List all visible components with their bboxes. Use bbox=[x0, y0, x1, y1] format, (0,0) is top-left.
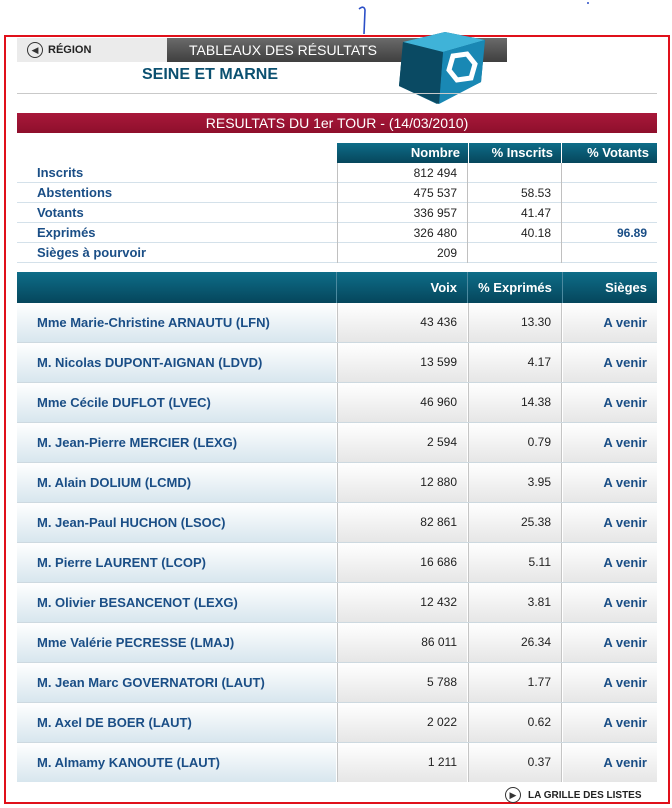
candidate-pct-exprimes: 0.37 bbox=[468, 743, 562, 782]
candidate-sieges: A venir bbox=[563, 663, 657, 702]
candidate-voix: 1 211 bbox=[337, 743, 467, 782]
header-sieges: Sièges bbox=[605, 280, 647, 295]
candidate-voix: 2 022 bbox=[337, 703, 467, 742]
candidate-pct-exprimes: 3.95 bbox=[468, 463, 562, 502]
summary-label: Abstentions bbox=[37, 185, 113, 200]
candidate-voix: 12 880 bbox=[337, 463, 467, 502]
candidate-voix: 86 011 bbox=[337, 623, 467, 662]
summary-label: Sièges à pourvoir bbox=[37, 245, 147, 260]
header-voix: Voix bbox=[430, 280, 457, 295]
candidate-name[interactable]: M. Olivier BESANCENOT (LEXG) bbox=[17, 583, 336, 622]
back-arrow-icon: ◀ bbox=[27, 42, 43, 58]
summary-pct-inscrits: 58.53 bbox=[468, 183, 562, 203]
summary-label: Votants bbox=[37, 205, 84, 220]
candidate-row bbox=[17, 743, 657, 783]
candidate-name[interactable]: M. Alain DOLIUM (LCMD) bbox=[17, 463, 336, 502]
candidate-row bbox=[17, 583, 657, 623]
summary-nombre: 475 537 bbox=[337, 183, 468, 203]
summary-pct-votants bbox=[562, 203, 657, 223]
summary-nombre: 209 bbox=[337, 243, 468, 263]
summary-row-abstentions bbox=[17, 183, 657, 203]
cube-logo-icon bbox=[397, 30, 487, 106]
candidate-name[interactable]: M. Axel DE BOER (LAUT) bbox=[17, 703, 336, 742]
candidate-sieges: A venir bbox=[563, 503, 657, 542]
region-back-label: RÉGION bbox=[48, 44, 92, 56]
candidate-row bbox=[17, 303, 657, 343]
header-pct-votants: % Votants bbox=[562, 143, 657, 163]
candidate-sieges: A venir bbox=[563, 303, 657, 342]
annotation-dot bbox=[587, 2, 589, 4]
divider bbox=[17, 93, 657, 94]
results-table-header bbox=[17, 272, 657, 303]
summary-pct-inscrits: 40.18 bbox=[468, 223, 562, 243]
summary-pct-votants bbox=[562, 183, 657, 203]
candidate-pct-exprimes: 4.17 bbox=[468, 343, 562, 382]
candidate-row bbox=[17, 623, 657, 663]
summary-pct-votants: 96.89 bbox=[616, 226, 647, 240]
header-pct-inscrits: % Inscrits bbox=[469, 143, 561, 163]
candidate-sieges: A venir bbox=[563, 423, 657, 462]
candidate-row bbox=[17, 343, 657, 383]
candidate-pct-exprimes: 5.11 bbox=[468, 543, 562, 582]
summary-pct-votants bbox=[562, 163, 657, 183]
summary-pct-votants bbox=[562, 243, 657, 263]
candidate-pct-exprimes: 3.81 bbox=[468, 583, 562, 622]
candidate-sieges: A venir bbox=[563, 623, 657, 662]
candidate-row bbox=[17, 503, 657, 543]
candidate-sieges: A venir bbox=[563, 543, 657, 582]
candidate-name[interactable]: M. Nicolas DUPONT-AIGNAN (LDVD) bbox=[17, 343, 336, 382]
candidate-name[interactable]: M. Almamy KANOUTE (LAUT) bbox=[17, 743, 336, 782]
candidate-name[interactable]: Mme Cécile DUFLOT (LVEC) bbox=[17, 383, 336, 422]
annotation-scribble bbox=[356, 4, 370, 36]
candidate-pct-exprimes: 14.38 bbox=[468, 383, 562, 422]
candidate-sieges: A venir bbox=[563, 583, 657, 622]
candidate-voix: 12 432 bbox=[337, 583, 467, 622]
grille-label: LA GRILLE DES LISTES bbox=[528, 789, 642, 801]
summary-row-votants bbox=[17, 203, 657, 223]
summary-pct-inscrits bbox=[468, 163, 562, 183]
region-back-button[interactable] bbox=[17, 38, 167, 62]
candidate-row bbox=[17, 463, 657, 503]
summary-nombre: 336 957 bbox=[337, 203, 468, 223]
candidate-name[interactable]: M. Jean-Pierre MERCIER (LEXG) bbox=[17, 423, 336, 462]
summary-label: Exprimés bbox=[37, 225, 96, 240]
candidate-voix: 13 599 bbox=[337, 343, 467, 382]
candidate-pct-exprimes: 0.79 bbox=[468, 423, 562, 462]
candidate-voix: 43 436 bbox=[337, 303, 467, 342]
candidate-voix: 16 686 bbox=[337, 543, 467, 582]
summary-pct-inscrits bbox=[468, 243, 562, 263]
header-nombre: Nombre bbox=[337, 143, 468, 163]
candidate-voix: 82 861 bbox=[337, 503, 467, 542]
candidate-name[interactable]: Mme Valérie PECRESSE (LMAJ) bbox=[17, 623, 336, 662]
candidate-name[interactable]: Mme Marie-Christine ARNAUTU (LFN) bbox=[17, 303, 336, 342]
header-pct-exprimes: % Exprimés bbox=[478, 280, 552, 295]
results-tables-tab[interactable]: TABLEAUX DES RÉSULTATS bbox=[167, 38, 507, 62]
grille-des-listes-link[interactable] bbox=[505, 786, 642, 804]
candidate-pct-exprimes: 26.34 bbox=[468, 623, 562, 662]
candidate-voix: 46 960 bbox=[337, 383, 467, 422]
candidate-name[interactable]: M. Pierre LAURENT (LCOP) bbox=[17, 543, 336, 582]
candidate-pct-exprimes: 0.62 bbox=[468, 703, 562, 742]
summary-label: Inscrits bbox=[37, 165, 84, 180]
candidate-row bbox=[17, 663, 657, 703]
summary-pct-inscrits: 41.47 bbox=[468, 203, 562, 223]
summary-row-inscrits bbox=[17, 163, 657, 183]
summary-nombre: 812 494 bbox=[337, 163, 468, 183]
candidate-voix: 2 594 bbox=[337, 423, 467, 462]
candidate-row bbox=[17, 423, 657, 463]
candidate-row bbox=[17, 543, 657, 583]
candidate-sieges: A venir bbox=[563, 743, 657, 782]
candidate-row bbox=[17, 383, 657, 423]
candidate-sieges: A venir bbox=[563, 383, 657, 422]
candidate-voix: 5 788 bbox=[337, 663, 467, 702]
summary-row-exprimes bbox=[17, 223, 657, 243]
candidate-name[interactable]: M. Jean-Paul HUCHON (LSOC) bbox=[17, 503, 336, 542]
candidate-row bbox=[17, 703, 657, 743]
candidate-pct-exprimes: 1.77 bbox=[468, 663, 562, 702]
forward-arrow-icon: ▶ bbox=[505, 787, 521, 803]
candidate-name[interactable]: M. Jean Marc GOVERNATORI (LAUT) bbox=[17, 663, 336, 702]
round-results-banner: RESULTATS DU 1er TOUR - (14/03/2010) bbox=[17, 113, 657, 133]
department-title: SEINE ET MARNE bbox=[141, 66, 278, 83]
candidate-pct-exprimes: 13.30 bbox=[468, 303, 562, 342]
candidate-sieges: A venir bbox=[563, 343, 657, 382]
summary-nombre: 326 480 bbox=[337, 223, 468, 243]
candidate-sieges: A venir bbox=[563, 703, 657, 742]
candidate-pct-exprimes: 25.38 bbox=[468, 503, 562, 542]
candidate-sieges: A venir bbox=[563, 463, 657, 502]
summary-row-sieges bbox=[17, 243, 657, 263]
